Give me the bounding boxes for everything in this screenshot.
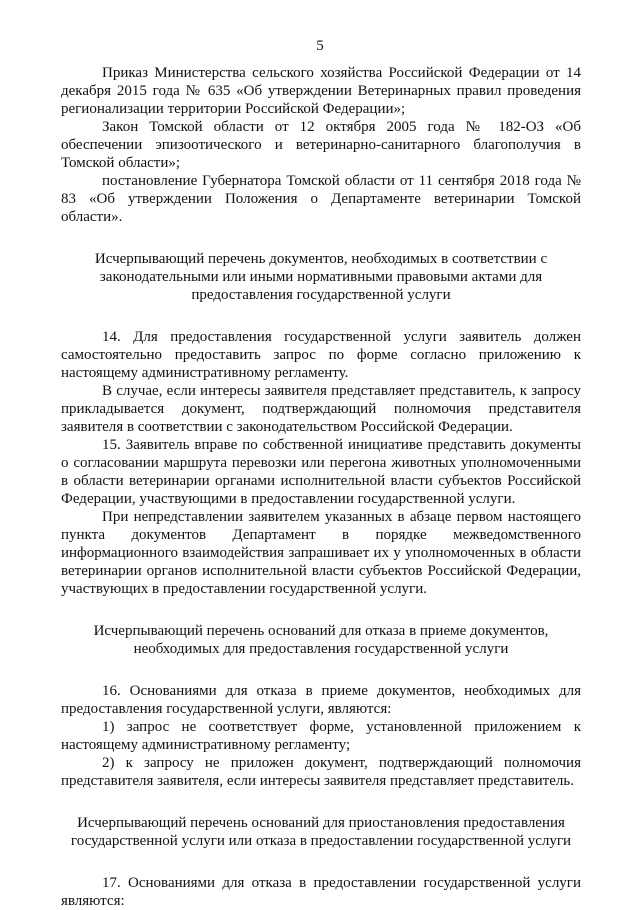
paragraph: постановление Губернатора Томской области от 11 сентября 2018 года № 83 «Об утверждении Положения о Департаменте ветеринарии Томской области». <box>61 173 581 225</box>
document-body <box>61 64 581 910</box>
paragraph: 17. Основаниями для отказа в предоставлении государственной услуги являются: <box>61 875 581 909</box>
section-heading: Исчерпывающий перечень оснований для приостановления предоставления государственной услуги или отказа в предоставлении государственной услуги <box>70 815 572 849</box>
paragraph: Приказ Министерства сельского хозяйства Российской Федерации от 14 декабря 2015 года № 635 «Об утверждении Ветеринарных правил проведения регионализации территории Российской Федерации»; <box>61 65 581 117</box>
paragraph: Закон Томской области от 12 октября 2005 года № 182-ОЗ «Об обеспечении эпизоотического и ветеринарно-санитарного благополучия в Томской области»; <box>61 119 581 171</box>
section-heading: Исчерпывающий перечень документов, необходимых в соответствии с законодательными или иными нормативными правовыми актами для предоставления государственной услуги <box>94 251 548 303</box>
paragraph: При непредставлении заявителем указанных в абзаце первом настоящего пункта документов Департамент в порядке межведомственного информационного взаимодействия запрашивает их у уполномоченных в области ветеринарии органов исполнительной власти субъектов Российской Федерации, участвующих в предоставлении государственной услуги. <box>61 509 581 597</box>
paragraph: 1) запрос не соответствует форме, установленной приложением к настоящему административному регламенту; <box>61 719 581 753</box>
paragraph: 2) к запросу не приложен документ, подтверждающий полномочия представителя заявителя, если интересы заявителя представляет представитель. <box>61 755 581 789</box>
paragraph: 14. Для предоставления государственной услуги заявитель должен самостоятельно предоставить запрос по форме согласно приложению к настоящему административному регламенту. <box>61 329 581 381</box>
paragraph: В случае, если интересы заявителя представляет представитель, к запросу прикладывается документ, подтверждающий полномочия представителя заявителя в соответствии с законодательством Российской Федерации. <box>61 383 581 435</box>
paragraph: 15. Заявитель вправе по собственной инициативе представить документы о согласовании маршрута перевозки или перегона животных уполномоченными в области ветеринарии органами исполнительной власти субъектов Российской Федерации, участвующими в предоставлении государственной услуги. <box>61 437 581 507</box>
paragraph: 16. Основаниями для отказа в приеме документов, необходимых для предоставления государственной услуги, являются: <box>61 683 581 717</box>
page-number: 5 <box>316 38 324 54</box>
section-heading: Исчерпывающий перечень оснований для отказа в приеме документов, необходимых для предоставления государственной услуги <box>93 623 549 657</box>
